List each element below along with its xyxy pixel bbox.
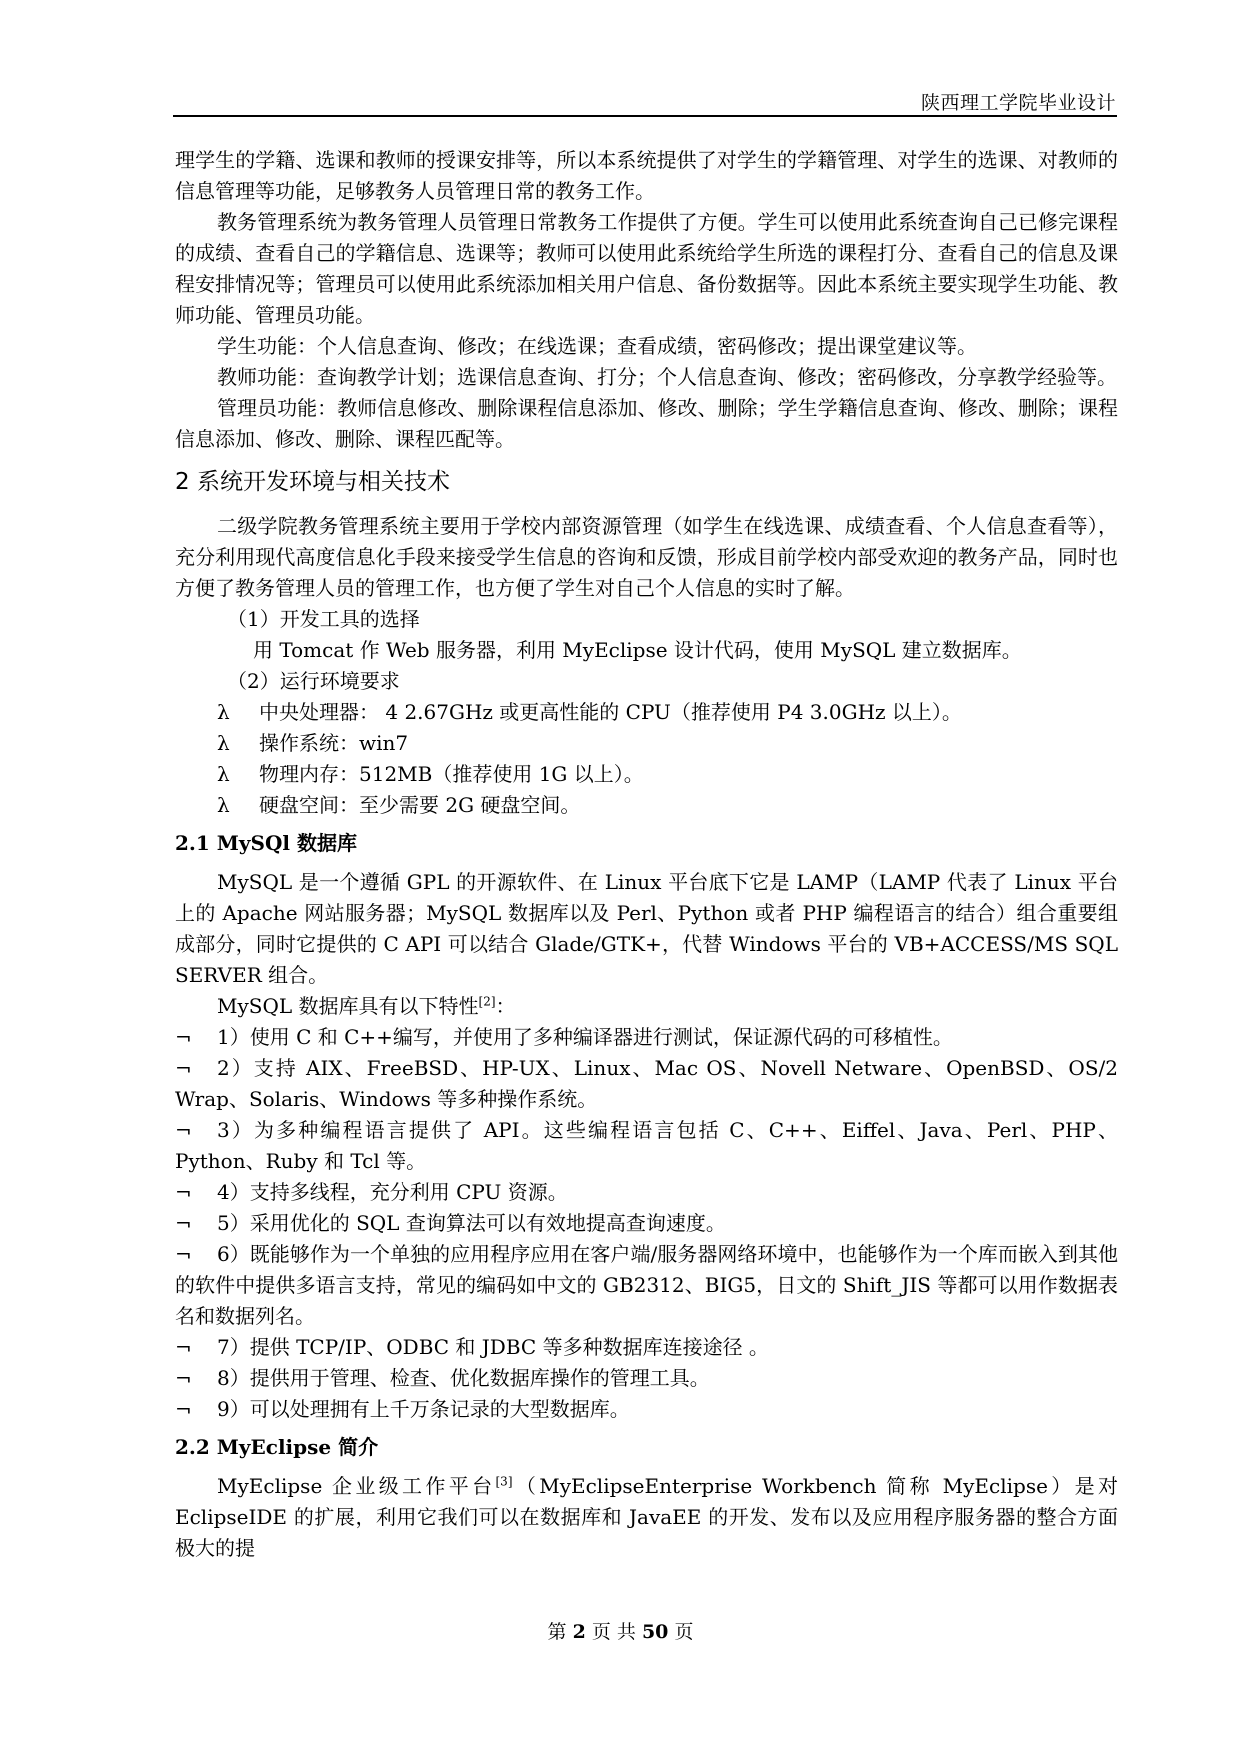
list-item: [175, 697, 1118, 728]
paragraph: [175, 991, 1118, 1022]
list-item: [175, 728, 1118, 759]
paragraph: 管理员功能：教师信息修改、删除课程信息添加、修改、删除；学生学籍信息查询、修改、删除；课程信息添加、修改、删除、课程匹配等。: [175, 396, 1118, 451]
paragraph: MySQL 是一个遵循 GPL 的开源软件、在 Linux 平台底下它是 LAMP（LAMP 代表了 Linux 平台上的 Apache 网站服务器；MySQL 数据库以及 Perl、Python 或者 PHP 编程语言的结合）组合重要组成部分，同时它提供的 C API 可以结合 Glade/GTK+，代替 Windows 平台的 VB+ACCESS/MS SQL SERVER 组合。: [175, 870, 1118, 987]
env-list: [175, 697, 1118, 821]
not-sign-bullet-icon: ¬: [175, 1397, 192, 1421]
paragraph-text: ：: [495, 994, 516, 1018]
list-item: [175, 790, 1118, 821]
not-sign-bullet-icon: ¬: [175, 1335, 192, 1359]
not-sign-bullet-icon: ¬: [175, 1056, 192, 1080]
paragraph-text: （MyEclipseEnterprise Workbench 简称 MyEclipse）是对 EclipseIDE 的扩展，利用它我们可以在数据库和 JavaEE 的开发、发布以及应用程序服务器的整合方面极大的提: [175, 1474, 1118, 1560]
footer-prefix: 第: [547, 1621, 573, 1643]
not-sign-bullet-icon: ¬: [175, 1242, 192, 1266]
page-body: [175, 145, 1118, 1564]
list-item-text: 物理内存：512MB（推荐使用 1G 以上）。: [259, 762, 644, 786]
not-sign-bullet-icon: ¬: [175, 1211, 192, 1235]
lambda-bullet-icon: λ: [217, 731, 230, 755]
feature-list: [175, 1022, 1118, 1425]
not-sign-bullet-icon: ¬: [175, 1180, 192, 1204]
list-item-text: 9）可以处理拥有上千万条记录的大型数据库。: [217, 1397, 630, 1421]
section-heading: 2.2 MyEclipse 简介: [175, 1435, 379, 1459]
page-total: 50: [641, 1621, 669, 1643]
paragraph: 教师功能：查询教学计划；选课信息查询、打分；个人信息查询、修改；密码修改，分享教学经验等。: [217, 365, 1117, 389]
paragraph: [175, 1471, 1118, 1564]
paragraph-text: MySQL 数据库具有以下特性: [217, 994, 479, 1018]
running-header: 陕西理工学院毕业设计: [920, 92, 1116, 114]
list-item-text: 中央处理器： 4 2.67GHz 或更高性能的 CPU（推荐使用 P4 3.0GHz 以上）。: [259, 700, 962, 724]
lambda-bullet-icon: λ: [217, 762, 230, 786]
footer-suffix: 页: [668, 1621, 694, 1643]
list-item-text: 8）提供用于管理、检查、优化数据库操作的管理工具。: [217, 1366, 710, 1390]
list-item: [175, 1363, 1118, 1394]
paragraph-text: MyEclipse 企业级工作平台: [217, 1474, 496, 1498]
list-item: [175, 1053, 1118, 1115]
list-item: [175, 1208, 1118, 1239]
footer-middle: 页 共: [585, 1621, 642, 1643]
list-item: [175, 1022, 1118, 1053]
list-item-text: 操作系统：win7: [259, 731, 409, 755]
paragraph: 学生功能：个人信息查询、修改；在线选课；查看成绩，密码修改；提出课堂建议等。: [217, 334, 977, 358]
list-item-text: 4）支持多线程，充分利用 CPU 资源。: [217, 1180, 568, 1204]
list-item-text: 7）提供 TCP/IP、ODBC 和 JDBC 等多种数据库连接途径 。: [217, 1335, 769, 1359]
citation-ref: [3]: [495, 1474, 513, 1489]
list-item-text: 5）采用优化的 SQL 查询算法可以有效地提高查询速度。: [217, 1211, 726, 1235]
paragraph: 用 Tomcat 作 Web 服务器，利用 MyEclipse 设计代码，使用 MySQL 建立数据库。: [253, 638, 1022, 662]
subsection-title: （1）开发工具的选择: [227, 607, 420, 631]
list-item-text: 2）支持 AIX、FreeBSD、HP-UX、Linux、Mac OS、Novell Netware、OpenBSD、OS/2 Wrap、Solaris、Windows 等多种操作系统。: [175, 1056, 1118, 1111]
list-item: [175, 1177, 1118, 1208]
list-item: [175, 1332, 1118, 1363]
list-item: [175, 759, 1118, 790]
subsection-title: （2）运行环境要求: [227, 669, 400, 693]
section-heading: 2 系统开发环境与相关技术: [175, 469, 450, 495]
list-item-text: 3）为多种编程语言提供了 API。这些编程语言包括 C、C++、Eiffel、Java、Perl、PHP、Python、Ruby 和 Tcl 等。: [175, 1118, 1118, 1173]
list-item: [175, 1239, 1118, 1332]
not-sign-bullet-icon: ¬: [175, 1118, 192, 1142]
paragraph: 二级学院教务管理系统主要用于学校内部资源管理（如学生在线选课、成绩查看、个人信息查看等），充分利用现代高度信息化手段来接受学生信息的咨询和反馈，形成目前学校内部受欢迎的教务产品，同时也方便了教务管理人员的管理工作，也方便了学生对自己个人信息的实时了解。: [175, 514, 1118, 600]
lambda-bullet-icon: λ: [217, 793, 230, 817]
header-rule: [173, 115, 1117, 117]
list-item-text: 硬盘空间：至少需要 2G 硬盘空间。: [259, 793, 581, 817]
list-item: [175, 1115, 1118, 1177]
page-number: 2: [572, 1621, 586, 1643]
list-item-text: 6）既能够作为一个单独的应用程序应用在客户端/服务器网络环境中，也能够作为一个库而嵌入到其他的软件中提供多语言支持，常见的编码如中文的 GB2312、BIG5，日文的 Shift_JIS 等都可以用作数据表名和数据列名。: [175, 1242, 1118, 1328]
paragraph: 理学生的学籍、选课和教师的授课安排等，所以本系统提供了对学生的学籍管理、对学生的选课、对教师的信息管理等功能，足够教务人员管理日常的教务工作。: [175, 148, 1118, 203]
not-sign-bullet-icon: ¬: [175, 1366, 192, 1390]
paragraph: 教务管理系统为教务管理人员管理日常教务工作提供了方便。学生可以使用此系统查询自己已修完课程的成绩、查看自己的学籍信息、选课等；教师可以使用此系统给学生所选的课程打分、查看自己的信息及课程安排情况等；管理员可以使用此系统添加相关用户信息、备份数据等。因此本系统主要实现学生功能、教师功能、管理员功能。: [175, 210, 1118, 327]
lambda-bullet-icon: λ: [217, 700, 230, 724]
list-item: [175, 1394, 1118, 1425]
not-sign-bullet-icon: ¬: [175, 1025, 192, 1049]
page-footer: [0, 1617, 1241, 1644]
citation-ref: [2]: [478, 994, 496, 1009]
list-item-text: 1）使用 C 和 C++编写，并使用了多种编译器进行测试，保证源代码的可移植性。: [217, 1025, 953, 1049]
section-heading: 2.1 MySQl 数据库: [175, 831, 357, 855]
